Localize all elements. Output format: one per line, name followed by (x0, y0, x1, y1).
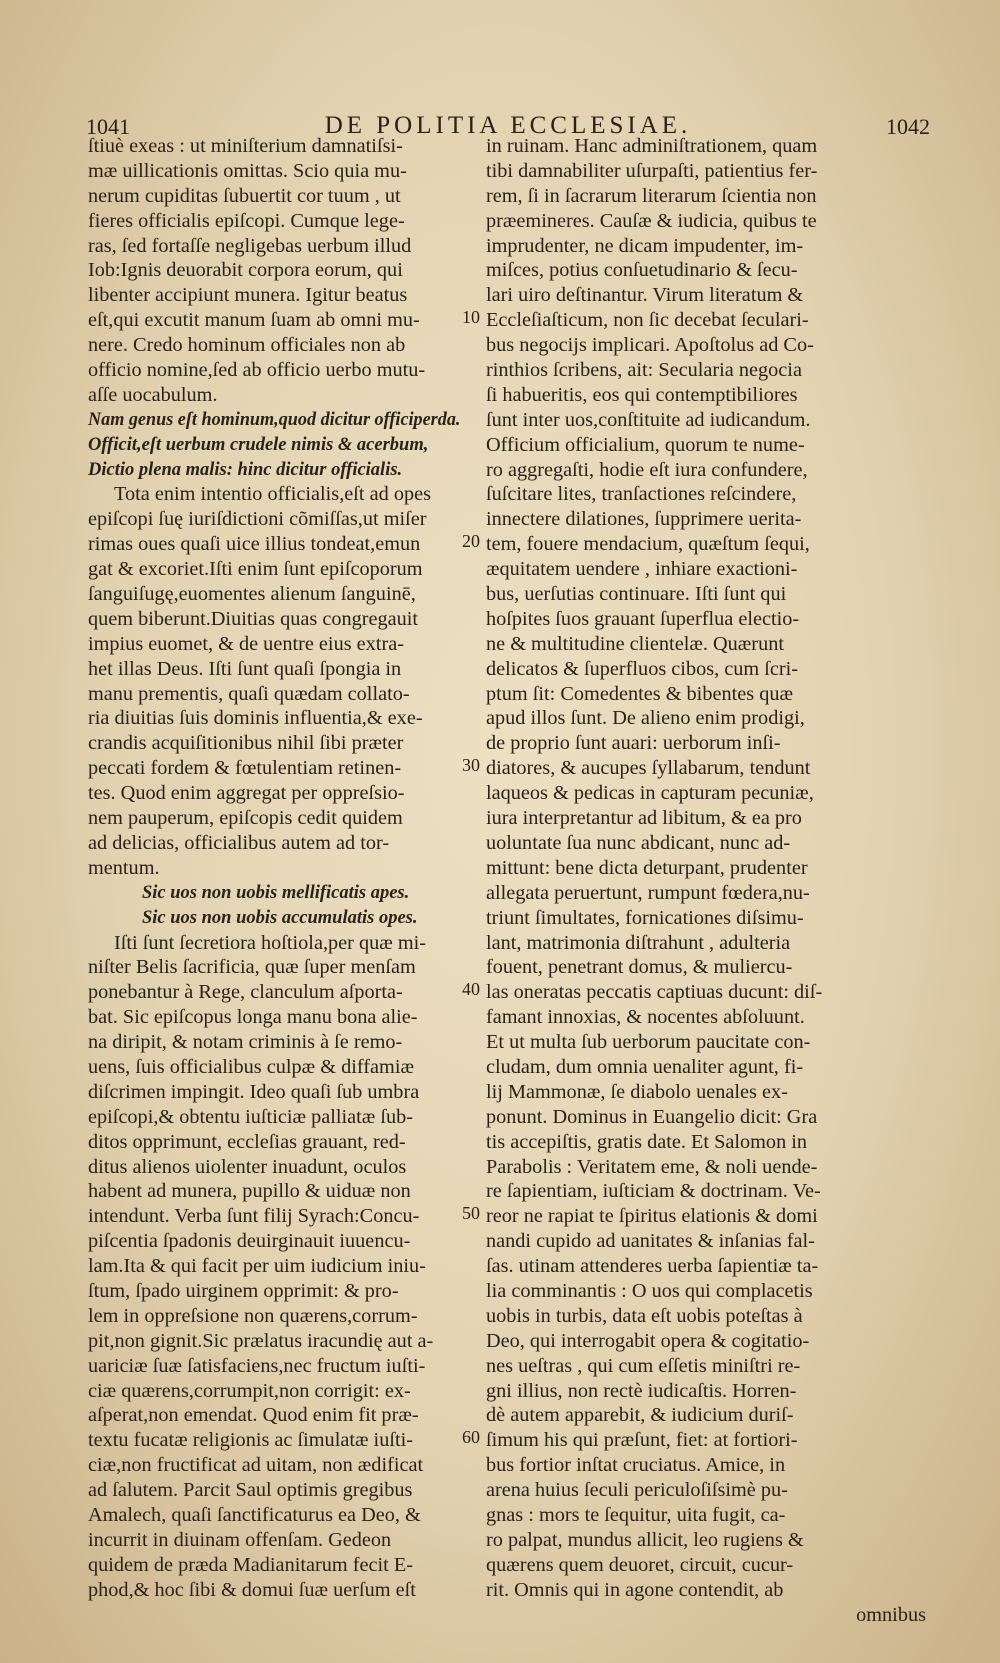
text-line: triunt ſimultates, fornicationes diſsimu- (486, 906, 804, 929)
text-line: in ruinam. Hanc adminiſtrationem, quam (486, 135, 818, 157)
text-line: Deo, qui interrogabit opera & cogitatio- (486, 1329, 810, 1352)
text-line: iura interpretantur ad libitum, & ea pro (486, 807, 802, 830)
text-line: mentum. (88, 856, 160, 879)
text-line: ditus alienos uiolenter inuadunt, oculos (88, 1155, 407, 1178)
text-line: ciæ,non fructificat ad uitam, non ædificat (88, 1454, 424, 1477)
line-number-20: 20 (462, 531, 480, 551)
text-line: lari uiro deſtinantur. Virum literatum & (486, 284, 804, 307)
text-line: ſunt inter uos,conſtituite ad iudicandum. (486, 408, 811, 431)
text-line: bus fortior inſtat cruciatus. Amice, in (486, 1454, 786, 1477)
text-line: famant innoxias, & nocentes abſoluunt. (486, 1006, 805, 1029)
text-line: Sic uos non uobis mellificatis apes. (142, 882, 410, 903)
text-line: Tota enim intentio officialis,eſt ad opes (114, 483, 431, 506)
text-line: Nam genus eſt hominum,quod dicitur officiperda. (88, 409, 461, 430)
text-line: Officit,eſt uerbum crudele nimis & acerbum, (88, 434, 429, 455)
text-line: ſtum, ſpado uirginem opprimit: & pro- (88, 1279, 399, 1302)
text-line: mæ uillicationis omittas. Scio quia mu- (88, 159, 407, 182)
text-line: impius euomet, & de uentre eius extra- (88, 632, 404, 655)
text-line: quærens quem deuoret, circuit, cucur- (486, 1553, 794, 1576)
text-line: crandis acquiſitionibus nihil ſibi præter (88, 732, 404, 755)
text-line: omnibus (856, 1603, 926, 1626)
text-line: ad ſalutem. Parcit Saul optimis gregibus (88, 1479, 413, 1502)
text-line: laqueos & pedicas in capturam pecuniæ, (486, 782, 814, 805)
text-line: ponunt. Dominus in Euangelio dicit: Gra (486, 1105, 818, 1128)
text-line: ſimum his qui præſunt, fiet: at fortiori- (486, 1429, 798, 1452)
line-number-40: 40 (462, 979, 480, 999)
text-line: piſcentia ſpadonis deuirginauit iuuencu- (88, 1230, 411, 1253)
text-line: niſter Belis ſacrificia, quæ ſuper menſam (88, 956, 416, 979)
text-line: re ſapientiam, iuſticiam & doctrinam. Ve- (486, 1180, 821, 1203)
text-line: miſces, potius conſuetudinario & ſecu- (486, 259, 798, 282)
text-line: las oneratas peccatis captiuas ducunt: diſ- (486, 981, 823, 1004)
text-line: rit. Omnis qui in agone contendit, ab (486, 1578, 784, 1601)
text-line: uariciæ ſuæ ſatisfaciens,nec fructum iuſti- (88, 1354, 426, 1377)
text-line: fouent, penetrant domus, & muliercu- (486, 956, 793, 979)
text-line: aſperat,non emendat. Quod enim fit præ- (88, 1404, 419, 1427)
text-line: het illas Deus. Iſti ſunt quaſi ſpongia in (88, 657, 402, 680)
text-line: æquitatem uendere , inhiare exactioni- (486, 558, 798, 581)
text-line: ponebantur à Rege, clanculum aſporta- (88, 981, 403, 1004)
text-line: ſas. utinam attenderes uerba ſapientiæ ta- (486, 1255, 819, 1278)
text-line: bus, uerſutias continuare. Iſti ſunt qui (486, 583, 787, 606)
text-line: reor ne rapiat te ſpiritus elationis & domi (486, 1205, 818, 1228)
text-line: ne & multitudine clientelæ. Quærunt (486, 632, 784, 655)
text-line: nem pauperum, epiſcopis cedit quidem (88, 807, 403, 830)
line-number-30: 30 (462, 755, 480, 775)
text-line: gnas : mors te ſequitur, uita fugit, ca- (486, 1503, 786, 1526)
text-line: Iob:Ignis deuorabit corpora eorum, qui (88, 259, 403, 282)
text-line: intendunt. Verba ſunt filij Syrach:Concu- (88, 1205, 420, 1228)
text-line: Officium officialium, quorum te nume- (486, 433, 805, 456)
line-number-50: 50 (462, 1203, 480, 1223)
text-line: diatores, & aucupes ſyllabarum, tendunt (486, 757, 811, 780)
text-line: ſanguiſugę,euomentes alienum ſanguinē, (88, 583, 416, 606)
text-line: innectere dilationes, ſupprimere uerita- (486, 508, 802, 531)
text-line: quem biberunt.Diuitias quas congregauit (88, 607, 419, 630)
text-line: Iſti ſunt ſecretiora hoſtiola,per quæ mi- (114, 931, 427, 954)
text-line: mittunt: bene dicta deturpant, prudenter (486, 856, 808, 879)
text-line: quidem de præda Madianitarum fecit E- (88, 1553, 413, 1576)
text-line: uobis in turbis, data eſt uobis poteſtas à (486, 1304, 803, 1327)
text-line: rem, ſi in ſacrarum literarum ſcientia non (486, 184, 817, 207)
text-line: tibi damnabiliter uſurpaſti, patientius fer- (486, 159, 818, 182)
text-line: Eccleſiaſticum, non ſic decebat ſeculari- (486, 309, 809, 332)
text-line: ro palpat, mundus allicit, leo rugiens & (486, 1528, 804, 1551)
text-line: de proprio ſunt auari: uerborum inſi- (486, 732, 781, 755)
text-line: incurrit in diuinam offenſam. Gedeon (88, 1528, 392, 1551)
text-line: rinthios ſcribens, ait: Secularia negocia (486, 359, 802, 382)
text-line: ciæ quærens,corrumpit,non corrigit: ex- (88, 1379, 411, 1402)
text-line: officio nomine,ſed ab officio uerbo mutu- (88, 359, 426, 382)
text-line: na diripit, & notam criminis à ſe remo- (88, 1031, 403, 1054)
text-line: Dictio plena malis: hinc dicitur officialis. (88, 459, 403, 480)
text-line: eſt,qui excutit manum ſuam ab omni mu- (88, 309, 420, 332)
line-number-10: 10 (462, 307, 480, 327)
text-line: pit,non gignit.Sic prælatus iracundię aut a- (88, 1329, 434, 1352)
text-line: ro aggregaſti, hodie eſt iura confundere, (486, 458, 808, 481)
left-text-column (88, 134, 460, 1603)
text-line: diſcrimen impingit. Ideo quaſi ſub umbra (88, 1080, 420, 1103)
text-line: epiſcopi ſuę iuriſdictioni cõmiſſas,ut miſer (88, 508, 427, 531)
text-line: uoluntate ſua nunc abdicant, nunc ad- (486, 831, 791, 854)
text-line: Sic uos non uobis accumulatis opes. (142, 907, 418, 928)
text-line: bat. Sic epiſcopus longa manu bona alie- (88, 1006, 418, 1029)
text-line: libenter accipiunt munera. Igitur beatus (88, 284, 408, 307)
text-line: nere. Credo hominum officiales non ab (88, 334, 406, 357)
text-line: uens, ſuis officialibus culpæ & diffamiæ (88, 1055, 414, 1078)
text-line: bus negocijs implicari. Apoſtolus ad Co- (486, 334, 814, 357)
text-line: phod,& hoc ſibi & domui ſuæ uerſum eſt (88, 1578, 416, 1601)
text-line: arena huius ſeculi periculoſiſsimè pu- (486, 1479, 788, 1502)
text-line: lij Mammonæ, ſe diabolo uenales ex- (486, 1080, 788, 1103)
text-line: allegata peruertunt, rumpunt fœdera,nu- (486, 881, 810, 904)
text-line: imprudenter, ne dicam impudenter, im- (486, 234, 804, 257)
text-line: aſſe uocabulum. (88, 383, 218, 406)
text-line: ditos opprimunt, eccleſias grauant, red- (88, 1130, 406, 1153)
text-line: præemineres. Cauſæ & iudicia, quibus te (486, 209, 817, 232)
page-number-right: 1042 (886, 114, 930, 139)
text-line: tes. Quod enim aggregat per oppreſsio- (88, 782, 405, 805)
text-line: apud illos ſunt. De alieno enim prodigi, (486, 707, 805, 730)
text-line: lem in oppreſsione non quærens,corrum- (88, 1304, 418, 1327)
text-line: nerum cupiditas ſubuertit cor tuum , ut (88, 184, 401, 207)
text-line: peccati fordem & fœtulentiam retinen- (88, 757, 402, 780)
text-line: rimas oues quaſi uice illius tondeat,emun (88, 533, 421, 556)
text-line: habent ad munera, pupillo & uiduæ non (88, 1180, 411, 1203)
text-line: ras, ſed fortaſſe negligebas uerbum illud (88, 234, 412, 257)
text-line: delicatos & ſuperfluos cibos, cum ſcri- (486, 657, 799, 680)
text-line: nes ueſtras , qui cum eſſetis miniſtri re- (486, 1354, 801, 1377)
text-line: nandi cupido ad uanitates & inſanias fal- (486, 1230, 815, 1253)
text-line: cludam, dum omnia uenaliter agunt, fi- (486, 1055, 804, 1078)
text-line: ptum ſit: Comedentes & bibentes quæ (486, 682, 794, 705)
text-line: tem, fouere mendacium, quæſtum ſequi, (486, 533, 810, 556)
text-line: fieres officialis epiſcopi. Cumque lege- (88, 209, 405, 232)
text-line: Parabolis : Veritatem eme, & noli uende- (486, 1155, 818, 1178)
text-line: lant, matrimonia diſtrahunt , adulteria (486, 931, 791, 954)
text-line: epiſcopi,& obtentu iuſticiæ palliatæ ſub- (88, 1105, 414, 1128)
text-line: gat & excoriet.Iſti enim ſunt epiſcoporum (88, 558, 423, 581)
text-line: ſtiuè exeas : ut miniſterium damnatiſsi- (88, 135, 403, 157)
text-line: gni illius, non rectè iudicaſtis. Horren- (486, 1379, 797, 1402)
text-line: hoſpites ſuos grauant ſuperflua electio- (486, 607, 800, 630)
running-title: DE POLITIA ECCLESIAE. (324, 112, 692, 139)
text-line: ſi habueritis, eos qui contemptibiliores (486, 383, 798, 406)
text-line: Amalech, quaſi ſanctificaturus ea Deo, & (88, 1503, 421, 1526)
text-line: ria diuitias ſuis dominis influentia,& exe- (88, 707, 423, 730)
text-line: manu prementis, quaſi quædam collato- (88, 682, 410, 705)
text-line: tis accepiſtis, gratis date. Et Salomon in (486, 1130, 808, 1153)
text-line: lia comminantis : O uos qui complacetis (486, 1279, 813, 1302)
text-line: ad delicias, officialibus autem ad tor- (88, 831, 390, 854)
text-line: dè autem apparebit, & iudicium duriſ- (486, 1404, 794, 1427)
text-line: ſuſcitare lites, tranſactiones reſcindere, (486, 483, 797, 506)
line-number-60: 60 (462, 1427, 480, 1447)
page-number-left: 1041 (86, 114, 130, 139)
text-line: lam.Ita & qui facit per uim iudicium iniu- (88, 1255, 426, 1278)
text-line: textu fucatæ religionis ac ſimulatæ iuſti- (88, 1429, 413, 1452)
right-text-column (486, 134, 926, 1627)
text-line: Et ut multa ſub uerborum paucitate con- (486, 1031, 811, 1054)
